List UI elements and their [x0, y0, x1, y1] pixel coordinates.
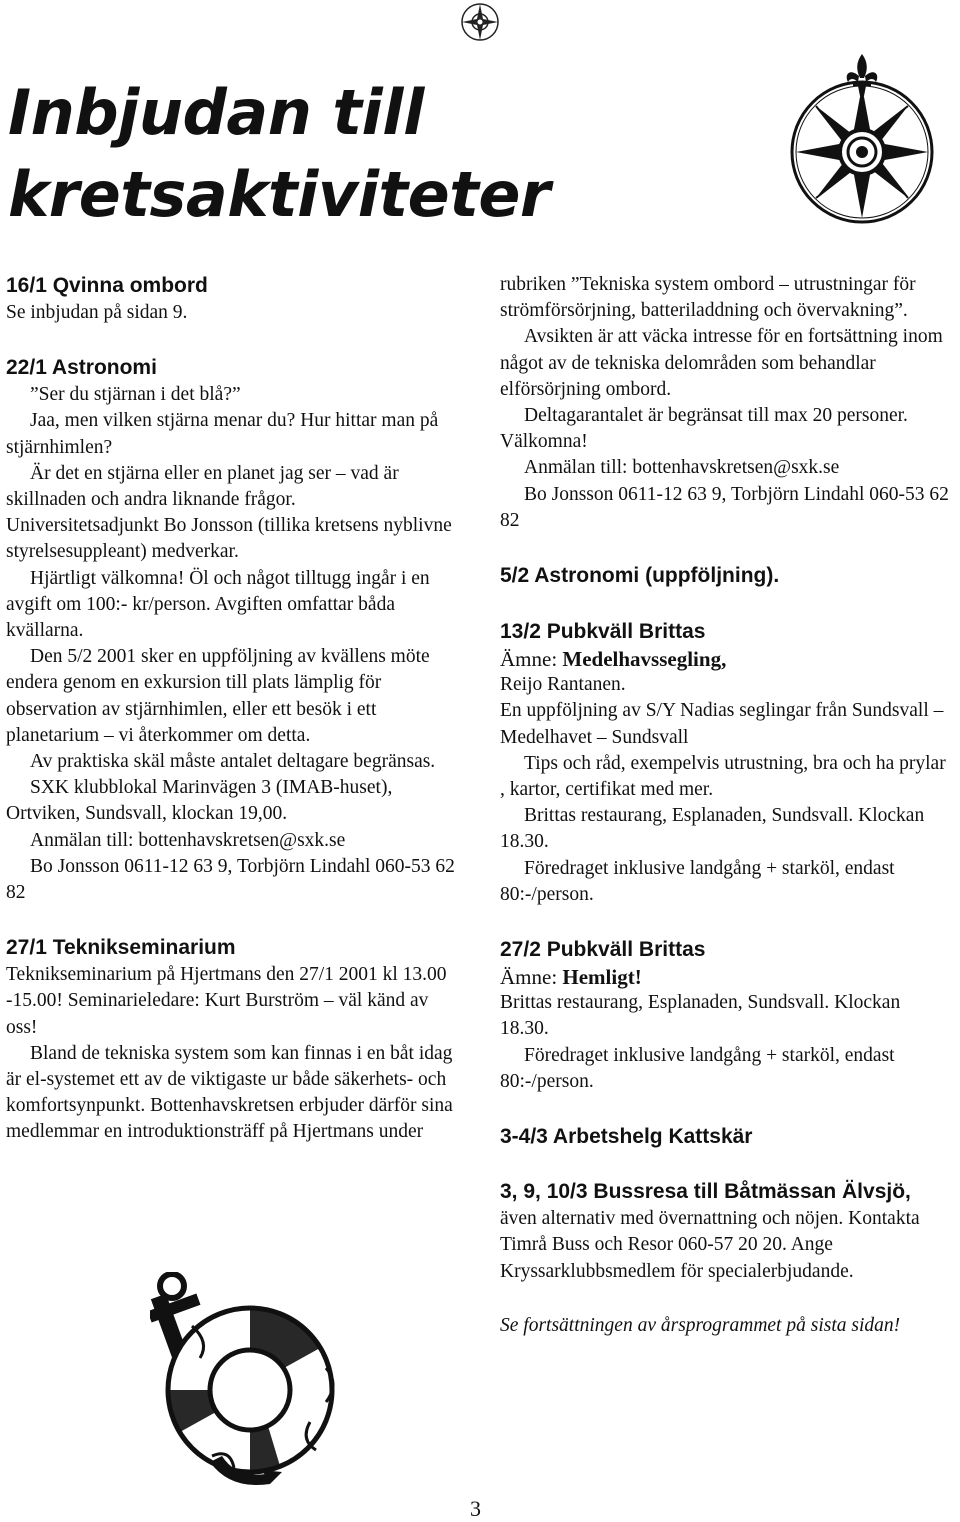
event-heading: 22/1 Astronomi — [6, 356, 157, 380]
event-text: Anmälan till: bottenhavskretsen@sxk.se — [30, 829, 346, 851]
event-text: Brittas restaurang, Esplanaden, Sundsvall. Klockan 18.30. — [500, 992, 901, 1040]
event-text: Bo Jonsson 0611-12 63 9, Torbjörn Lindahl 060-53 62 82 — [6, 855, 455, 904]
right-column — [500, 272, 950, 1339]
event-text: Brittas restaurang, Esplanaden, Sundsvall. Klockan 18.30. — [500, 805, 925, 853]
event-text: Reijo Rantanen. — [500, 674, 626, 696]
topic-value: Medelhavssegling, — [562, 647, 727, 672]
event-text: rubriken ”Tekniska system ombord – utrustningar för strömförsörjning, batteriladdning och övervakning”. — [500, 274, 916, 322]
event-text: Föredraget inklusive landgång + starköl, endast 80:-/person. — [500, 857, 895, 905]
compass-rose-fleur-de-lis-icon — [786, 52, 938, 234]
event-text: Den 5/2 2001 sker en uppföljning av kvällens möte endera genom en exkursion till plats lämplig för observation av stjärnhimlen, eller ett besök i ett planetarium – vi återkommer om detta. — [6, 646, 430, 746]
lifebuoy-anchor-icon — [150, 1272, 350, 1494]
event-topic — [500, 646, 950, 672]
footer-note: Se fortsättningen av årsprogrammet på sista sidan! — [500, 1314, 901, 1336]
event-text: Föredraget inklusive landgång + starköl, endast 80:-/person. — [500, 1044, 895, 1092]
event-text: Bo Jonsson 0611-12 63 9, Torbjörn Lindahl 060-53 62 82 — [500, 483, 949, 531]
event-text: Avsikten är att väcka intresse för en fortsättning inom något av de tekniska delområden som behandlar elförsörjning ombord. — [500, 326, 943, 400]
event-text: Anmälan till: bottenhavskretsen@sxk.se — [524, 457, 840, 479]
event-text: Se inbjudan på sidan 9. — [6, 302, 188, 323]
event-heading: 3, 9, 10/3 Bussresa till Båtmässan Älvsjö, — [500, 1180, 911, 1204]
event-heading: 13/2 Pubkväll Brittas — [500, 620, 706, 644]
page-number: 3 — [470, 1496, 481, 1521]
event-text: Är det en stjärna eller en planet jag ser – vad är skillnaden och andra liknande frågor. — [6, 462, 399, 511]
event-heading: 3-4/3 Arbetshelg Kattskär — [500, 1125, 753, 1149]
event-body: även alternativ med övernattning och nöjen. Kontakta Timrå Buss och Resor 060-57 20 20. Ange Kryssarklubbsmedlem för specialerbjudande. — [500, 1208, 920, 1282]
event-text: Universitetsadjunkt Bo Jonsson (tillika kretsens nyblivne styrelsesuppleant) medverkar. — [6, 515, 452, 563]
event-text: Bland de tekniska system som kan finnas i en båt idag är el-systemet ett av de viktigaste ur både säkerhets- och komfortsynpunkt. Bottenhavskretsen erbjuder därför sina medlemmar en introduktionsträff på Hjertmans under — [6, 1042, 453, 1143]
event-text: Hjärtligt välkomna! Öl och något tilltugg ingår i en avgift om 100:- kr/person. Avgiften omfattar båda kvällarna. — [6, 567, 430, 642]
topic-label: Ämne: — [500, 965, 563, 990]
event-text: En uppföljning av S/Y Nadias seglingar från Sundsvall – Medelhavet – Sundsvall — [500, 700, 944, 748]
event-text: Teknikseminarium på Hjertmans den 27/1 2001 kl 13.00 -15.00! Seminarieledare: Kurt Burström – väl känd av oss! — [6, 964, 447, 1038]
topic-label: Ämne: — [500, 647, 563, 672]
page-title — [8, 72, 550, 236]
title-line-1: Inbjudan till — [8, 76, 424, 149]
event-text — [500, 1179, 950, 1285]
event-heading: 27/2 Pubkväll Brittas — [500, 938, 706, 962]
left-column — [6, 272, 462, 1146]
event-text: ”Ser du stjärnan i det blå?” — [30, 384, 241, 406]
compass-rose-small-icon — [460, 2, 500, 42]
event-topic — [500, 964, 950, 990]
topic-value: Hemligt! — [562, 965, 642, 990]
event-heading: 5/2 Astronomi (uppföljning). — [500, 564, 780, 588]
event-heading: 27/1 Teknikseminarium — [6, 936, 236, 960]
event-text: Tips och råd, exempelvis utrustning, bra och ha prylar , kartor, certifikat med mer. — [500, 752, 946, 801]
event-text: Av praktiska skäl måste antalet deltagare begränsas. — [30, 751, 436, 773]
event-heading: 16/1 Qvinna ombord — [6, 274, 208, 297]
event-text: SXK klubblokal Marinvägen 3 (IMAB-huset), Ortviken, Sundsvall, klockan 19,00. — [6, 777, 393, 825]
event-text: Jaa, men vilken stjärna menar du? Hur hittar man på stjärnhimlen? — [6, 410, 439, 458]
title-line-2: kretsaktiviteter — [8, 158, 550, 231]
event-text: Deltagarantalet är begränsat till max 20 personer. Välkomna! — [500, 405, 908, 453]
